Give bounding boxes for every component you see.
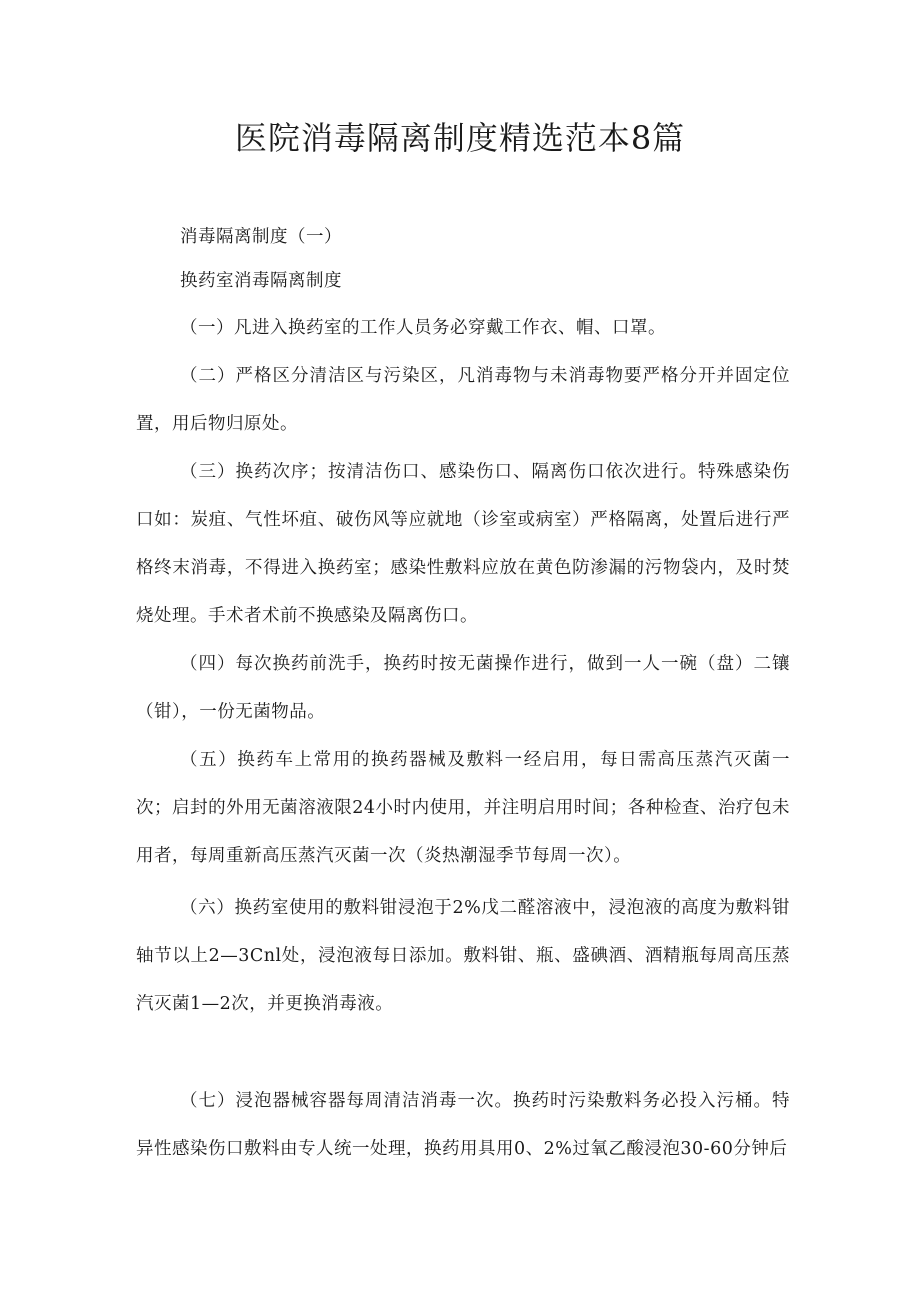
paragraph-1: （一）凡进入换药室的工作人员务必穿戴工作衣、帽、口罩。 xyxy=(180,318,666,338)
paragraph-4: （四）每次换药前洗手，换药时按无菌操作进行，做到一人一碗（盘）二镶（钳），一份无菌物品。 xyxy=(136,654,790,722)
section-heading: 消毒隔离制度（一） xyxy=(180,227,342,247)
sub-heading: 换药室消毒隔离制度 xyxy=(180,271,342,291)
paragraph-6: （六）换药室使用的敷料钳浸泡于2%戊二醛溶液中，浸泡液的高度为敷料钳轴节以上2—3Cnl处，浸泡液每日添加。敷料钳、瓶、盛碘酒、酒精瓶每周高压蒸汽灭菌1—2次，并更换消毒液。 xyxy=(136,898,790,1014)
paragraph-2: （二）严格区分清洁区与污染区，凡消毒物与未消毒物要严格分开并固定位置，用后物归原处。 xyxy=(136,366,790,434)
document-title: 医院消毒隔离制度精选范本8篇 xyxy=(234,119,686,157)
paragraph-5: （五）换药车上常用的换药器械及敷料一经启用，每日需高压蒸汽灭菌一次；启封的外用无菌溶液限24小时内使用，并注明启用时间；各种检查、治疗包未用者，每周重新高压蒸汽灭菌一次（炎热潮湿季节每周一次）。 xyxy=(136,750,790,866)
paragraph-7: （七）浸泡器械容器每周清洁消毒一次。换药时污染敷料务必投入污桶。特异性感染伤口敷料由专人统一处理，换药用具用0、2%过氧乙酸浸泡30-60分钟后 xyxy=(136,1091,790,1159)
paragraph-3: （三）换药次序；按清洁伤口、感染伤口、隔离伤口依次进行。特殊感染伤口如：炭疽、气性坏疽、破伤风等应就地（诊室或病室）严格隔离，处置后进行严格终末消毒，不得进入换药室；感染性敷料应放在黄色防渗漏的污物袋内，及时焚烧处理。手术者术前不换感染及隔离伤口。 xyxy=(136,462,790,626)
